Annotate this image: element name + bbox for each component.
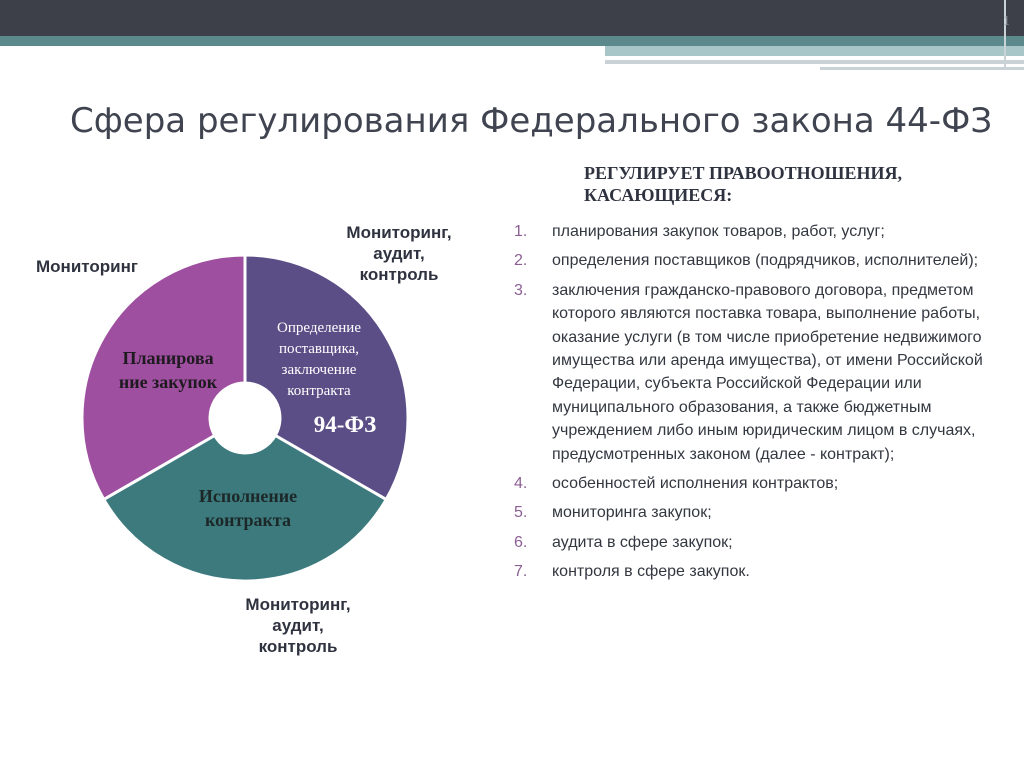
list-item-text: планирования закупок товаров, работ, услуг; [552, 223, 885, 240]
list-item [508, 501, 998, 524]
list-item [508, 560, 998, 583]
header-accent-line-short [820, 67, 1024, 70]
header-accent-line [605, 60, 1024, 64]
label-monitoring-audit-control-bottom: Мониторинг, аудит, контроль [245, 595, 351, 656]
list-item [508, 472, 998, 495]
list-item [508, 249, 998, 272]
list-item-number: 6. [514, 533, 528, 551]
segment-label-execution: Исполнение контракта [198, 486, 298, 530]
regulation-cycle-diagram [0, 150, 490, 730]
regulation-panel [508, 162, 998, 590]
list-item-number: 5. [514, 504, 528, 522]
list-item [508, 220, 998, 243]
list-item-text: определения поставщиков (подрядчиков, исполнителей); [552, 252, 979, 270]
list-item-text: заключения гражданско-правового договора, предметом которого являются поставка товара, выполнение работы, оказание услуги (в том числе приобретение недвижимого имущества или аренда имущества), от имени Российской Федерации, субъекта Российской Федерации или муниципального образования, а также бюджетным учреждением либо иным юридическим лицом в случаях, предусмотренных законом (далее - контракт); [552, 281, 983, 463]
regulation-list [508, 220, 998, 584]
slide-title: Сфера регулирования Федерального закона 44-ФЗ [70, 100, 993, 141]
segment-label-law: 94-ФЗ [313, 412, 377, 437]
header-teal-accent [605, 46, 1024, 56]
list-item-number: 7. [514, 563, 528, 581]
list-item-text: аудита в сфере закупок; [552, 533, 733, 551]
header-teal-band [0, 36, 1024, 46]
header-corner-line [1004, 0, 1006, 70]
list-item-number: 2. [514, 252, 528, 270]
list-item-text: мониторинга закупок; [552, 504, 712, 522]
list-item-number: 3. [514, 281, 528, 299]
list-item-number: 1. [514, 223, 528, 240]
header-dark-band [0, 0, 1024, 36]
slide-number: 1 [1003, 14, 1010, 29]
list-item-text: контроля в сфере закупок. [552, 563, 750, 581]
segment-label-supplier: Определение поставщика, заключение контракта [277, 320, 361, 399]
list-item-number: 4. [514, 475, 528, 493]
label-monitoring: Мониторинг [36, 257, 138, 276]
list-item-text: особенностей исполнения контрактов; [552, 475, 839, 493]
list-item [508, 531, 998, 554]
panel-heading: РЕГУЛИРУЕТ ПРАВООТНОШЕНИЯ, КАСАЮЩИЕСЯ: [584, 163, 902, 205]
list-item [508, 279, 998, 466]
label-monitoring-audit-control-top: Мониторинг, аудит, контроль [346, 223, 452, 284]
segment-label-planning: Планирова ние закупок [118, 348, 218, 392]
